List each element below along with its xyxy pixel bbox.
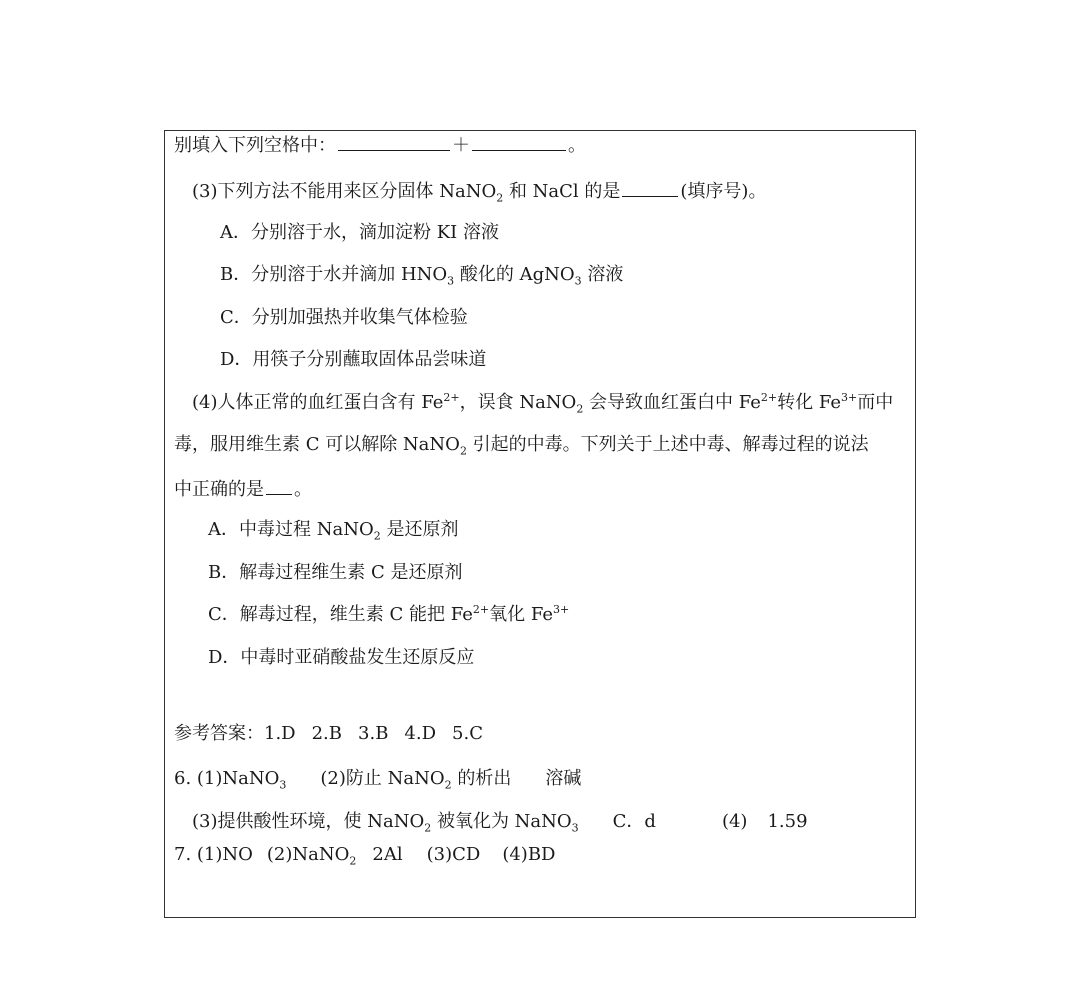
answer-4: 4.D	[404, 723, 437, 744]
q4-option-d-text: D．中毒时亚硝酸盐发生还原反应	[208, 647, 475, 668]
a6-text-d: 溶碱	[545, 768, 582, 789]
text-fill-in-prefix: 别填入下列空格中：	[174, 135, 336, 156]
question-4-stem-line-2	[174, 433, 869, 457]
a7-text-b: (2)NaNO	[266, 844, 350, 865]
a7-text-e: (4)BD	[502, 844, 556, 865]
a6-3-sub1: 2	[424, 821, 432, 835]
q4-option-b	[208, 561, 462, 585]
q3-option-c-text: C．分别加强热并收集气体检验	[220, 307, 468, 328]
q4-text-c: 会导致血红蛋白中 Fe	[583, 392, 761, 413]
answer-blank-2	[472, 132, 566, 151]
q4-option-c-text-b: 氧化 Fe	[489, 604, 553, 625]
q3-option-b-sub2: 3	[574, 274, 582, 288]
q4-option-a-sub: 2	[373, 529, 381, 543]
q3-option-b-text-c: 溶液	[581, 264, 624, 285]
q4-line2-text-a: 毒，服用维生素 C 可以解除 NaNO	[174, 434, 460, 455]
q4-sup3: 3+	[841, 391, 858, 404]
answer-7	[174, 843, 555, 867]
answer-2: 2.B	[311, 723, 343, 744]
q3-option-b-sub1: 3	[447, 274, 455, 288]
q4-text-a: (4)人体正常的血红蛋白含有 Fe	[192, 392, 444, 413]
a6-3-sub2: 3	[571, 821, 579, 835]
q4-option-c-sup1: 2+	[472, 603, 490, 616]
answer-3: 3.B	[358, 723, 389, 744]
a7-text-a: 7. (1)NO	[174, 844, 253, 865]
q3-option-d	[220, 348, 486, 372]
q4-line2-text-b: 引起的中毒。下列关于上述中毒、解毒过程的说法	[466, 434, 869, 455]
q3-text-c: (填序号)。	[680, 181, 767, 202]
answers-label: 参考答案：	[174, 723, 264, 744]
a6-sub2: 2	[444, 778, 452, 792]
q3-subscript: 2	[496, 191, 504, 205]
q4-answer-blank	[266, 476, 292, 495]
q4-line3-text-b: 。	[294, 479, 312, 500]
q3-option-c	[220, 306, 468, 330]
a6-sub1: 3	[279, 778, 287, 792]
period-mark: 。	[568, 135, 586, 156]
a6-text-c: 的析出	[451, 768, 512, 789]
q3-text-b: 和 NaCl 的是	[503, 181, 621, 202]
q4-sup1: 2+	[443, 391, 460, 404]
a6-3-text-a: (3)提供酸性环境，使 NaNO	[192, 811, 425, 832]
q4-option-c-text-a: C．解毒过程，维生素 C 能把 Fe	[208, 604, 473, 625]
q3-answer-blank	[622, 178, 678, 197]
q3-option-a-text: A．分别溶于水，滴加淀粉 KI 溶液	[220, 222, 499, 243]
answer-5: 5.C	[452, 723, 483, 744]
q3-option-b-text-b: 酸化的 AgNO	[454, 264, 575, 285]
a6-3-text-d: (4)	[721, 811, 748, 832]
a7-text-d: (3)CD	[426, 844, 481, 865]
q4-option-b-text: B．解毒过程维生素 C 是还原剂	[208, 562, 463, 583]
answer-1: 1.D	[264, 723, 296, 744]
q4-text-e: 而中	[857, 392, 894, 413]
q3-option-b	[220, 263, 623, 287]
a6-text-a: 6. (1)NaNO	[174, 768, 280, 789]
answer-6-line-1	[174, 767, 581, 791]
q4-text-b: ，误食 NaNO	[459, 392, 577, 413]
a7-text-c: 2Al	[372, 844, 403, 865]
a6-3-text-e: 1.59	[767, 811, 808, 832]
a6-text-b: (2)防止 NaNO	[320, 768, 445, 789]
q3-option-b-text-a: B．分别溶于水并滴加 HNO	[220, 264, 448, 285]
plus-sign: ＋	[452, 135, 470, 156]
q3-option-d-text: D．用筷子分别蘸取固体品尝味道	[220, 349, 487, 370]
q4-line3-text-a: 中正确的是	[174, 479, 264, 500]
q4-option-c-sup2: 3+	[552, 603, 570, 616]
q3-option-a	[220, 221, 499, 245]
q4-text-d: 转化 Fe	[777, 392, 842, 413]
question-4-stem-line-1	[192, 391, 893, 415]
q4-line2-sub: 2	[459, 444, 467, 458]
answer-6-line-2	[192, 810, 808, 834]
q4-sup2: 2+	[760, 391, 778, 404]
q3-text-a: (3)下列方法不能用来区分固体 NaNO	[192, 181, 497, 202]
line-fill-in-instruction	[174, 132, 586, 158]
a6-3-text-c: C．d	[612, 811, 656, 832]
q4-option-d	[208, 646, 474, 670]
reference-answers	[174, 722, 483, 746]
a6-3-text-b: 被氧化为 NaNO	[431, 811, 572, 832]
q4-option-c	[208, 603, 569, 627]
q4-option-a-text-b: 是还原剂	[380, 519, 459, 540]
q4-option-a	[208, 518, 458, 542]
q4-sub1: 2	[576, 402, 584, 416]
a7-sub: 2	[349, 854, 357, 868]
q4-option-a-text-a: A．中毒过程 NaNO	[208, 519, 374, 540]
question-3-stem	[192, 178, 766, 204]
question-4-stem-line-3	[174, 476, 312, 502]
answer-blank-1	[338, 132, 450, 151]
